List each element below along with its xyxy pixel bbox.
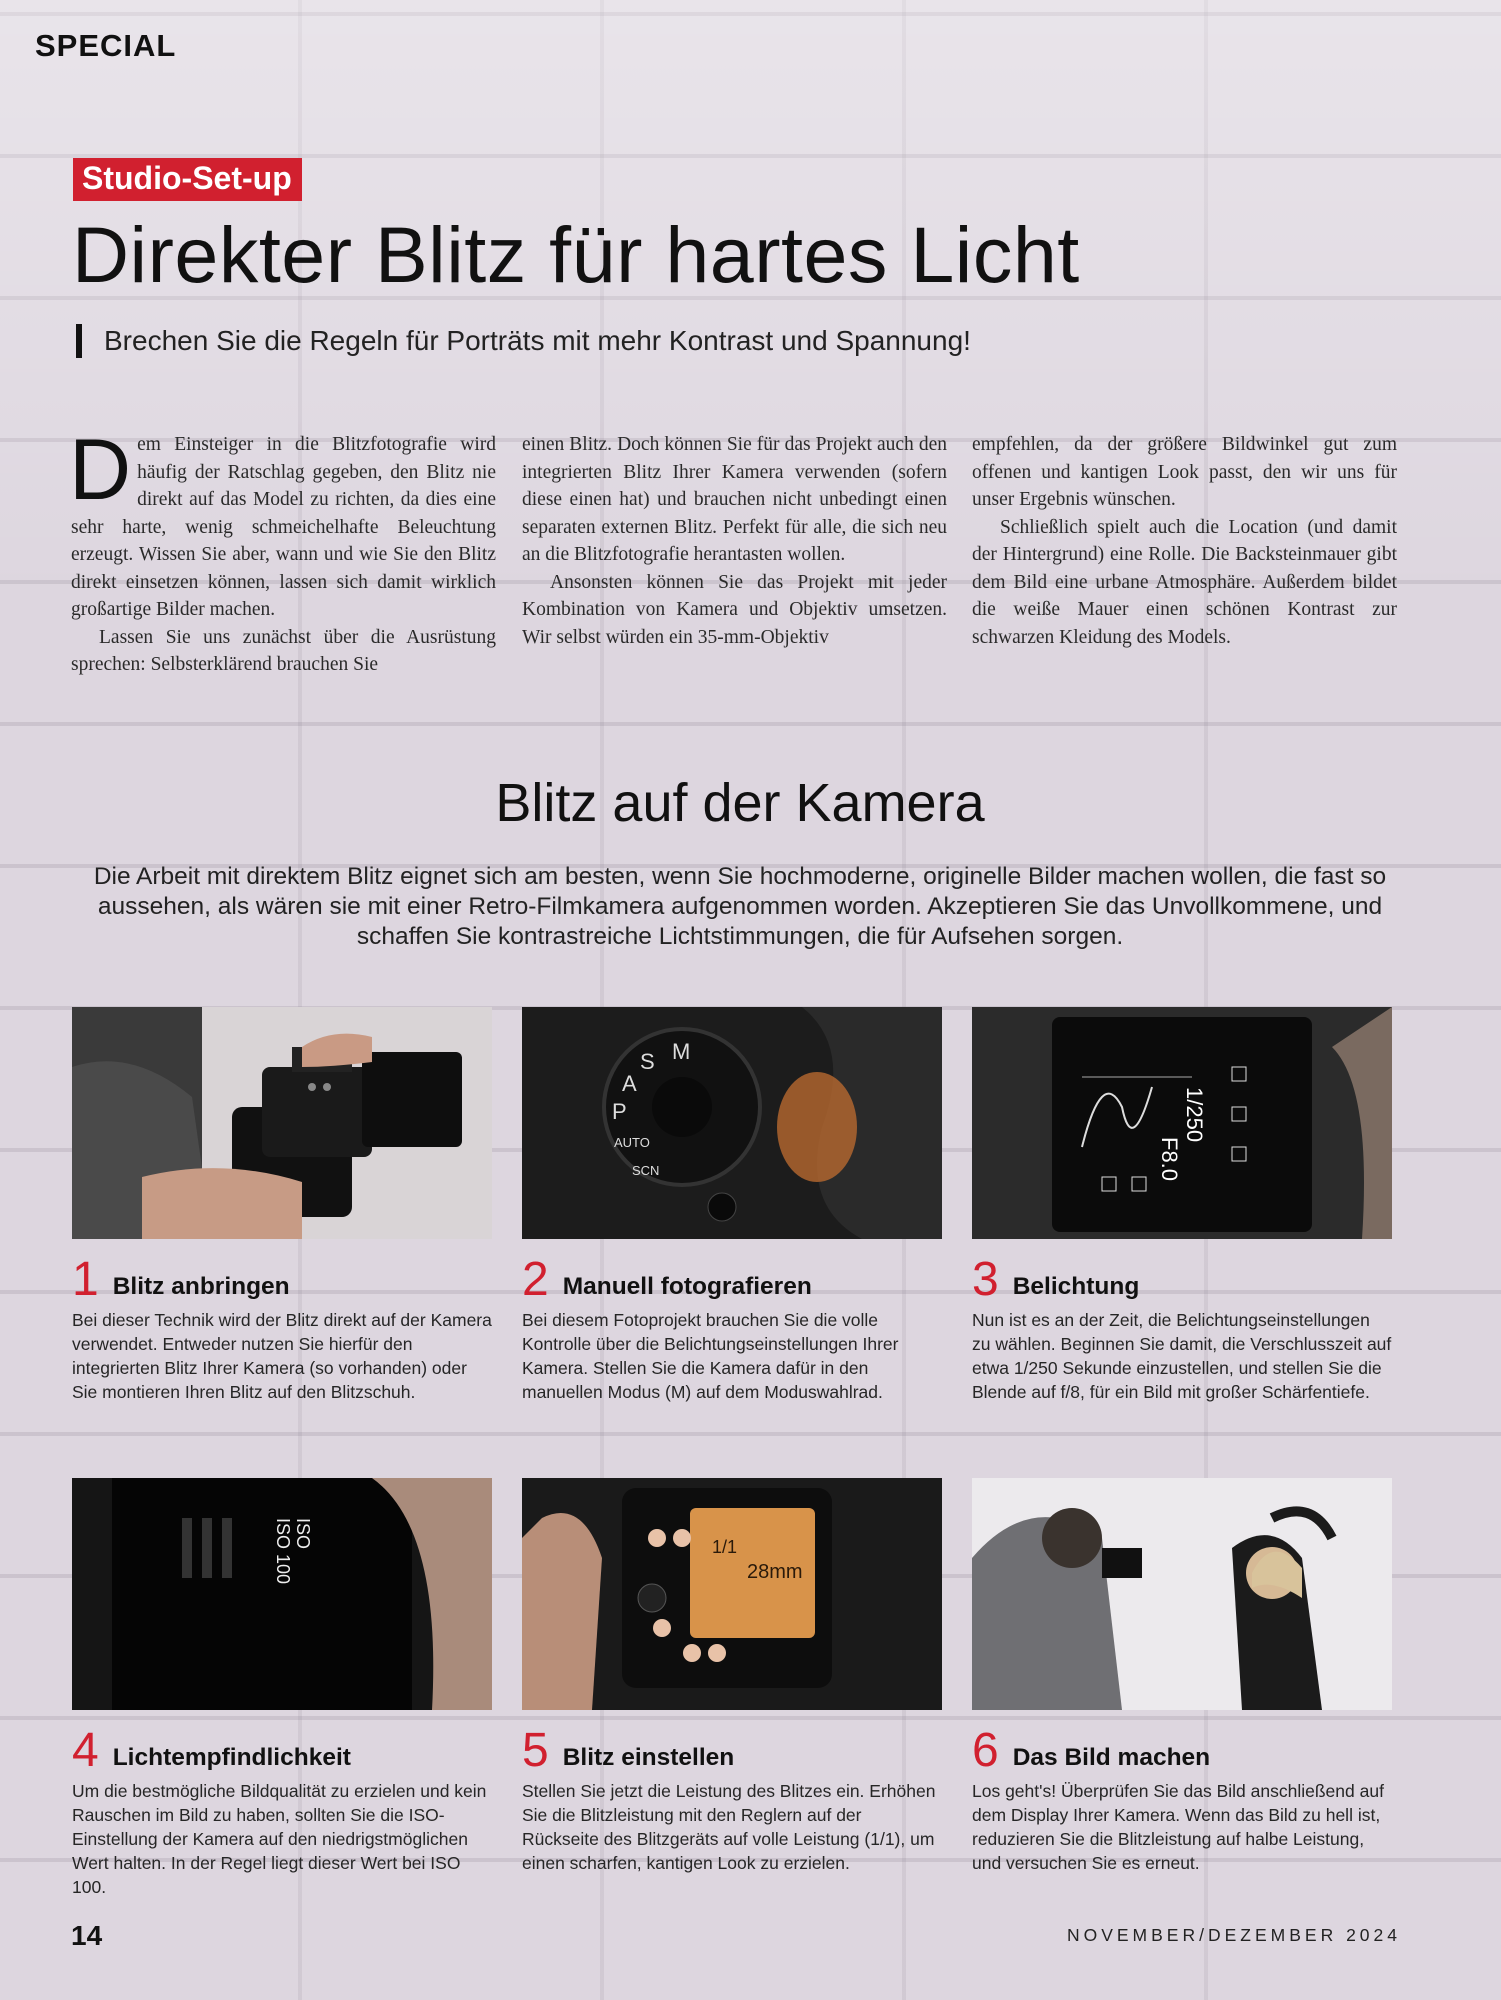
article-title: Direkter Blitz für hartes Licht (72, 210, 1080, 299)
step-5-heading (522, 1723, 735, 1777)
page-number: 14 (71, 1920, 103, 1951)
flash-power: 1/1 (712, 1537, 738, 1557)
step-3-heading (972, 1252, 1140, 1306)
dial-mode-a: A (622, 1071, 637, 1096)
section-label: SPECIAL (35, 28, 177, 63)
step-title: Belichtung (1012, 1273, 1140, 1300)
lcd-shutter: 1/250 (1182, 1087, 1207, 1143)
body-column-1 (69, 422, 496, 679)
step-1-text: Bei dieser Technik wird der Blitz direkt auf der Kamera verwendet. Entweder nutzen Sie hierfür den integrierten Blitz Ihrer Kamera (so vorhanden) oder Sie montieren Ihren Blitz auf den Blitzschuh. (72, 1310, 492, 1402)
step-2-heading (522, 1252, 812, 1306)
step-number: 5 (522, 1724, 549, 1777)
step-2-photo (522, 1007, 942, 1239)
step-title: Manuell fotografieren (562, 1273, 812, 1300)
dial-mode-s: S (640, 1049, 655, 1074)
step-3-photo (972, 1007, 1392, 1239)
subtitle-bar (76, 324, 82, 358)
subtitle-text: Brechen Sie die Regeln für Porträts mit mehr Kontrast und Spannung! (104, 325, 971, 356)
issue-date: NOVEMBER/DEZEMBER 2024 (1066, 1925, 1401, 1945)
step-6-text: Los geht's! Überprüfen Sie das Bild anschließend auf dem Display Ihrer Kamera. Wenn das Bild zu hell ist, reduzieren Sie die Blitzleistung auf halbe Leistung, und versuchen Sie es erneut. (972, 1781, 1384, 1873)
step-title: Blitz einstellen (562, 1744, 735, 1771)
iso-value: ISO 100 (273, 1518, 293, 1585)
col1-paragraph-1: em Einsteiger in die Blitzfotografie wird häufig der Ratschlag gegeben, den Blitz nie direkt auf das Model zu richten, da dies eine sehr harte, wenig schmeichelhafte Beleuchtung erzeugt. Wissen Sie aber, wann und wie Sie den Blitz direkt einsetzen können, lassen sich damit wirklich großartige Bilder machen. (71, 434, 496, 620)
step-5-text: Stellen Sie jetzt die Leistung des Blitzes ein. Erhöhen Sie die Blitzleistung mit den Reglern auf der Rückseite des Blitzgeräts auf volle Leistung (1/1), um einen scharfen, kantigen Look zu erzielen. (522, 1781, 936, 1873)
dial-mode-m: M (672, 1039, 691, 1064)
step-5-photo (522, 1478, 942, 1710)
col3-paragraph-1: empfehlen, da der größere Bildwinkel gut zum offenen und kantigen Look passt, den wir uns für unser Ergebnis wünschen. (972, 434, 1397, 510)
step-6-heading (972, 1723, 1211, 1777)
dial-mode-scn: SCN (632, 1163, 660, 1178)
step-1-heading (72, 1252, 290, 1306)
step-2-text: Bei diesem Fotoprojekt brauchen Sie die volle Kontrolle über die Belichtungseinstellungen Ihrer Kamera. Stellen Sie die Kamera dafür in den manuellen Modus (M) auf dem Moduswahlrad. (522, 1310, 899, 1402)
lcd-aperture: F8.0 (1157, 1137, 1182, 1182)
step-4-text: Um die bestmögliche Bildqualität zu erzielen und kein Rauschen im Bild zu haben, sollten Sie die ISO-Einstellung der Kamera auf den niedrigstmöglichen Wert halten. In der Regel liegt dieser Wert bei ISO 100. (72, 1781, 487, 1897)
col3-paragraph-2: Schließlich spielt auch die Location (und damit der Hintergrund) eine Rolle. Die Backsteinmauer gibt dem Bild eine urbane Atmosphäre. Außerdem bildet die weiße Mauer einen schönen Kontrast zur schwarzen Kleidung des Models. (972, 516, 1397, 648)
dial-mode-auto: AUTO (614, 1135, 650, 1150)
step-number: 2 (522, 1253, 549, 1306)
step-title: Lichtempfindlichkeit (112, 1744, 351, 1771)
col2-paragraph-2: Ansonsten können Sie das Projekt mit jeder Kombination von Kamera und Objektiv umsetzen. Wir selbst würden ein 35-mm-Objektiv (522, 571, 947, 648)
step-title: Das Bild machen (1012, 1744, 1211, 1771)
article-subtitle (76, 325, 971, 360)
col2-paragraph-1: einen Blitz. Doch können Sie für das Projekt auch den integrierten Blitz Ihrer Kamera verwenden (sofern diese einen hat) und brauchen nicht unbedingt einen separaten externen Blitz. Perfekt für alle, die sich neu an die Blitzfotografie herantasten wollen. (522, 434, 947, 565)
body-column-3 (972, 431, 1397, 651)
step-3-text: Nun ist es an der Zeit, die Belichtungseinstellungen zu wählen. Beginnen Sie damit, die Verschlusszeit auf etwa 1/250 Sekunde einzustellen, und stellen Sie die Blende auf f/8, für ein Bild mit großer Schärfentiefe. (972, 1310, 1392, 1402)
step-number: 1 (72, 1253, 99, 1306)
step-number: 3 (972, 1253, 999, 1306)
flash-zoom: 28mm (747, 1561, 803, 1583)
category-badge: Studio-Set-up (73, 158, 302, 201)
step-1-photo (72, 1007, 492, 1239)
body-column-2 (522, 431, 947, 651)
col1-paragraph-2: Lassen Sie uns zunächst über die Ausrüstung sprechen: Selbsterklärend brauchen Sie (71, 626, 496, 675)
dial-mode-p: P (612, 1099, 627, 1124)
step-4-heading (72, 1723, 351, 1777)
section-heading: Blitz auf der Kamera (495, 773, 985, 833)
step-title: Blitz anbringen (112, 1273, 290, 1300)
iso-label: ISO (293, 1518, 313, 1550)
step-number: 6 (972, 1724, 999, 1777)
step-6-photo (972, 1478, 1392, 1710)
drop-cap: D (69, 422, 132, 518)
step-4-photo (72, 1478, 492, 1710)
step-number: 4 (72, 1724, 99, 1777)
section-lead: Die Arbeit mit direktem Blitz eignet sich am besten, wenn Sie hochmoderne, originelle Bilder machen wollen, die fast so aussehen, als wären sie mit einer Retro-Filmkamera aufgenommen worden. Akzeptieren Sie das Unvollkommene, und schaffen Sie kontrastreiche Lichtstimmungen, die für Aufsehen sorgen. (93, 863, 1387, 950)
